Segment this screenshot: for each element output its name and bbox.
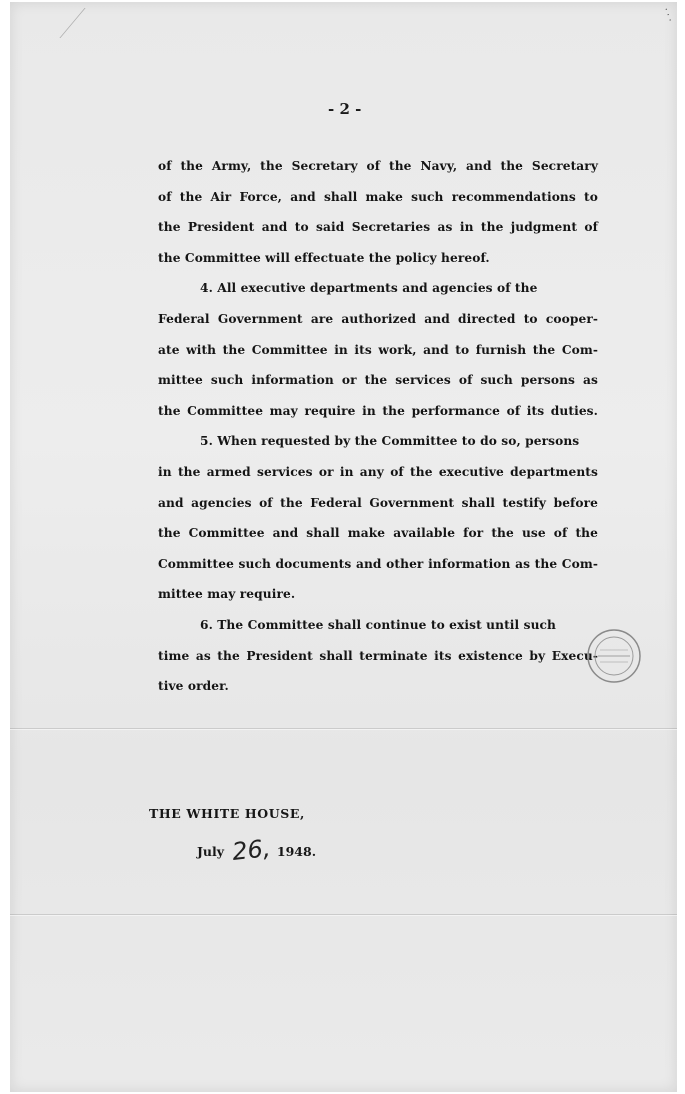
text-line: Committee such documents and other information as the Com- bbox=[158, 556, 598, 571]
archive-stamp-icon bbox=[586, 628, 642, 684]
text-line: the Committee will effectuate the policy hereof. bbox=[158, 250, 490, 265]
date-year: 1948. bbox=[276, 844, 317, 859]
text-line: in the armed services or in any of the executive departments bbox=[158, 464, 598, 479]
text-line: time as the President shall terminate its existence by Execu- bbox=[158, 648, 598, 663]
paragraph-4-start: 4. All executive departments and agencies of the bbox=[200, 281, 538, 296]
text-line: of the Army, the Secretary of the Navy, and the Secretary bbox=[158, 159, 598, 173]
paragraph-5-start: 5. When requested by the Committee to do so, persons bbox=[200, 434, 580, 449]
paper-crease bbox=[59, 8, 125, 38]
text-line: of the Air Force, and shall make such recommendations to bbox=[158, 189, 598, 204]
handwritten-day: 26, bbox=[231, 834, 273, 866]
date-month: July bbox=[197, 844, 225, 859]
signature-date bbox=[197, 834, 317, 866]
text-line: the President and to said Secretaries as in the judgment of bbox=[158, 220, 598, 235]
text-line: mittee such information or the services of such persons as bbox=[158, 373, 598, 388]
paper-fold-line bbox=[10, 728, 677, 730]
paper-fold-line bbox=[10, 914, 677, 916]
text-line: ate with the Committee in its work, and to furnish the Com- bbox=[158, 342, 598, 357]
text-line: Federal Government are authorized and directed to cooper- bbox=[158, 311, 598, 326]
page-number: - 2 - bbox=[328, 100, 362, 118]
document-body bbox=[158, 151, 598, 702]
margin-scribble-icon: · · · bbox=[660, 6, 675, 24]
text-line: and agencies of the Federal Government shall testify before bbox=[158, 495, 598, 510]
text-line: the Committee may require in the performance of its duties. bbox=[158, 403, 598, 418]
signature-place: THE WHITE HOUSE, bbox=[149, 806, 305, 821]
text-line: tive order. bbox=[158, 679, 229, 694]
text-line: mittee may require. bbox=[158, 587, 296, 602]
text-line: the Committee and shall make available for the use of the bbox=[158, 526, 598, 541]
paragraph-6-start: 6. The Committee shall continue to exist until such bbox=[200, 617, 557, 632]
